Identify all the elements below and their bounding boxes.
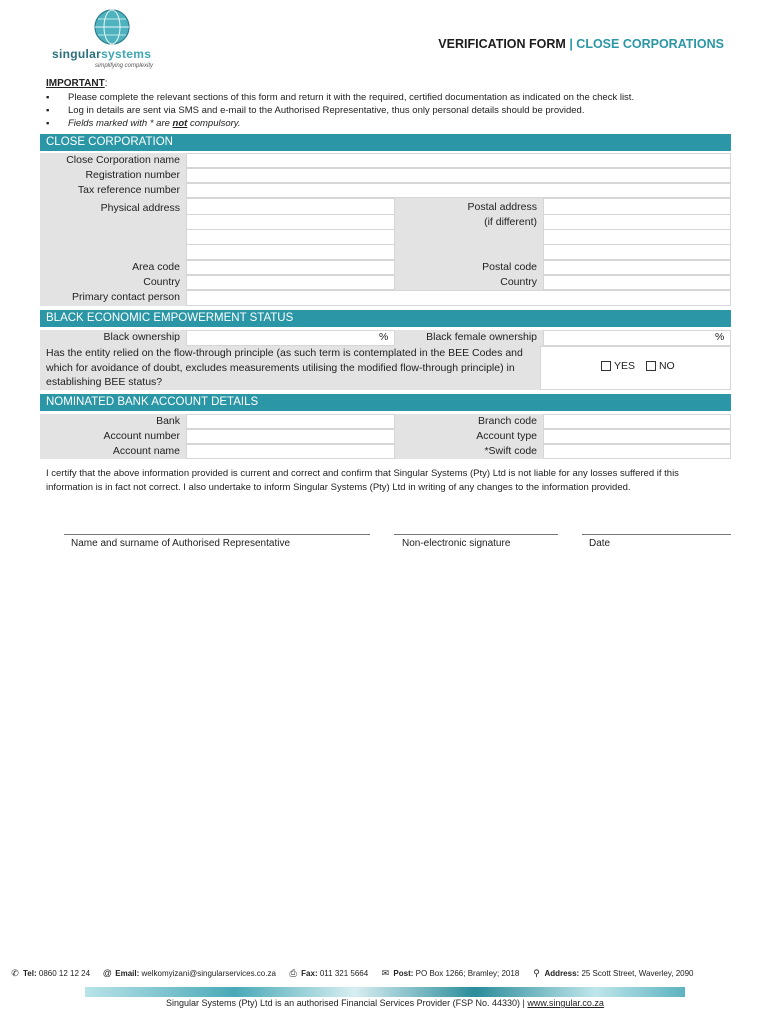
label-account-type: Account type [395, 429, 543, 444]
account-type-field[interactable] [543, 429, 731, 444]
instruction-item: ▪ Log in details are sent via SMS and e-mail to the Authorised Representative, thus only personal details should be provided. [46, 105, 585, 116]
label-country: Country [40, 275, 186, 290]
website-link[interactable]: www.singular.co.za [527, 998, 604, 1008]
cc-name-field[interactable] [186, 153, 731, 168]
certification-statement: I certify that the above information provided is current and correct and confirm that Singular Systems (Pty) Ltd is not liable for any losses suffered if this information is in fact not correct. I also undertake to inform Singular Systems (Pty) Ltd in writing of any changes to the information provided. [46, 468, 679, 493]
postal-country-field[interactable] [543, 275, 731, 290]
section-header-bee-status: BLACK ECONOMIC EMPOWERMENT STATUS [40, 310, 731, 327]
label-postal-country: Country [395, 275, 543, 290]
label-representative-name: Name and surname of Authorised Representative [71, 538, 291, 549]
label-branch-code: Branch code [395, 414, 543, 429]
field-divider [186, 244, 395, 245]
company-logo [50, 8, 180, 68]
branch-code-field[interactable] [543, 414, 731, 429]
logo-globe-icon [90, 8, 134, 46]
fax-icon: ⎙ [289, 968, 297, 978]
footer-decorative-band [85, 987, 685, 997]
field-divider [186, 214, 395, 215]
label-area-code: Area code [40, 260, 186, 275]
bullet-icon: ▪ [46, 118, 50, 129]
flow-through-question: Has the entity relied on the flow-through principle (as such term is contemplated in the BEE Codes and which for avoidance of doubt, excludes measurements utilising the modified flow-through principle) in establishing BEE status? [40, 346, 540, 390]
label-bank: Bank [40, 414, 186, 429]
bank-field[interactable] [186, 414, 395, 429]
at-icon: @ [102, 968, 112, 978]
field-divider [186, 229, 395, 230]
label-black-female-ownership: Black female ownership [395, 330, 543, 346]
name-signature-line[interactable] [64, 534, 370, 535]
phone-icon: ✆ [11, 968, 19, 978]
label-account-number: Account number [40, 429, 186, 444]
field-divider [543, 244, 731, 245]
no-checkbox[interactable] [646, 361, 656, 371]
yes-checkbox[interactable] [601, 361, 611, 371]
label-cc-name: Close Corporation name [40, 153, 186, 168]
flow-through-options: YES NO [601, 360, 675, 372]
important-heading: IMPORTANT: [46, 78, 108, 89]
date-line[interactable] [582, 534, 731, 535]
area-code-field[interactable] [186, 260, 395, 275]
label-primary-contact: Primary contact person [40, 290, 186, 306]
label-black-ownership: Black ownership [40, 330, 186, 346]
percent-sign: % [379, 331, 389, 343]
registration-number-field[interactable] [186, 168, 731, 183]
label-swift-code: *Swift code [395, 444, 543, 459]
instruction-item: ▪ Fields marked with * are not compulsory. [46, 118, 241, 129]
tax-reference-field[interactable] [186, 183, 731, 198]
label-date: Date [589, 538, 611, 549]
mail-icon: ✉ [381, 968, 390, 978]
bullet-icon: ▪ [46, 105, 50, 116]
label-signature: Non-electronic signature [402, 538, 511, 549]
form-title: VERIFICATION FORM | CLOSE CORPORATIONS [438, 37, 724, 51]
label-tax-reference: Tax reference number [40, 183, 186, 198]
black-ownership-field[interactable] [186, 330, 395, 346]
section-header-close-corporation: CLOSE CORPORATION [40, 134, 731, 151]
percent-sign: % [715, 331, 725, 343]
footer-legal: Singular Systems (Pty) Ltd is an authorised Financial Services Provider (FSP No. 44330) | www.singular.co.za [166, 998, 604, 1008]
instruction-item: ▪ Please complete the relevant sections of this form and return it with the required, certified documentation as indicated on the check list. [46, 92, 635, 103]
section-header-bank-details: NOMINATED BANK ACCOUNT DETAILS [40, 394, 731, 411]
label-postal-code: Postal code [395, 260, 543, 275]
label-account-name: Account name [40, 444, 186, 459]
country-field[interactable] [186, 275, 395, 290]
black-female-ownership-field[interactable] [543, 330, 731, 346]
label-postal-address: Postal address (if different) [395, 198, 543, 260]
location-pin-icon: ⚲ [533, 968, 540, 978]
bullet-icon: ▪ [46, 92, 50, 103]
postal-code-field[interactable] [543, 260, 731, 275]
label-physical-address: Physical address [40, 198, 186, 260]
label-registration: Registration number [40, 168, 186, 183]
logo-tagline: simplifying complexity [95, 63, 154, 69]
account-number-field[interactable] [186, 429, 395, 444]
footer-contact-bar: ✆ Tel: 0860 12 12 24 @ Email: welkomyizani@singularservices.co.za ⎙ Fax: 011 321 5664 ✉ Post: PO Box 1266; Bramley; 2018 ⚲ Address: 25 Scott Street, Waverley, 2090 [11, 968, 694, 978]
account-name-field[interactable] [186, 444, 395, 459]
signature-line[interactable] [394, 534, 558, 535]
field-divider [543, 229, 731, 230]
field-divider [543, 214, 731, 215]
swift-code-field[interactable] [543, 444, 731, 459]
primary-contact-field[interactable] [186, 290, 731, 306]
logo-wordmark: singularsystems [52, 47, 152, 61]
